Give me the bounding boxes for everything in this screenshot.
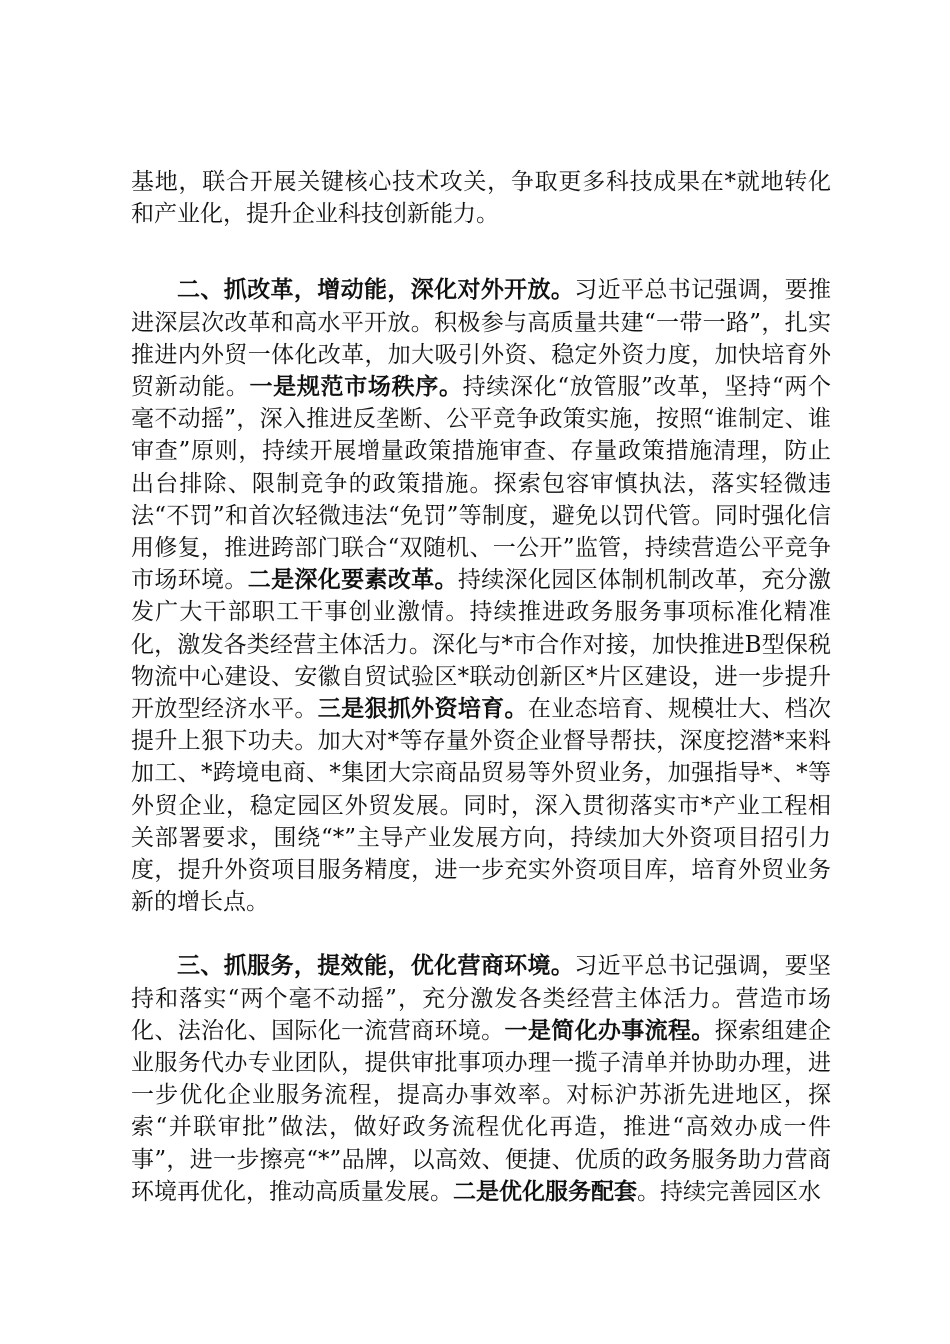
body-text: 在业态培育、规模壮大、档次提升上狠下功夫。加大对*等存量外资企业督导帮扶，深度挖潜*来料加工、*跨境电商、*集团大宗商品贸易等外贸业务，加强指导*、*等外贸企业，稳定园区外贸发展。同时，深入贯彻落实市*产业工程相关部署要求，围绕“*”主导产业发展方向，持续加大外资项目招引力度，提升外资项目服务精度，进一步充实外资项目库，培育外贸业务新的增长点。 [131,696,832,916]
paragraph-gap [131,918,831,950]
paragraph-intro [131,166,831,230]
body-text: 探索组建企业服务代办专业团队，提供审批事项办理一揽子清单并协助办理，进一步优化企业服务流程，提高办事效率。对标沪苏浙先进地区，探索“并联审批”做法，做好政务流程优化再造，推进“高效办成一件事”，进一步擦亮“*”品牌，以高效、便捷、优质的政务服务助力营商环境再优化，推动高质量发展。 [131,1017,832,1205]
paragraph-reform [131,274,831,918]
paragraph-gap [131,230,831,274]
document-page [131,166,831,1208]
subheading: 一是规范市场秩序。 [249,374,463,401]
subheading: 三是狠抓外资培育。 [317,696,528,723]
body-text: 持续深化“放管服”改革，坚持“两个毫不动摇”，深入推进反垄断、公平竞争政策实施，按照“谁制定、谁审查”原则，持续开展增量政策措施审查、存量政策措施清理，防止出台排除、限制竞争的政策措施。探索包容审慎执法，落实轻微违法“不罚”和首次轻微违法“免罚”等制度，避免以罚代管。同时强化信用修复，推进跨部门联合“双随机、一公开”监管，持续营造公平竞争市场环境。 [131,374,831,594]
subheading: 一是简化办事流程。 [504,1017,715,1044]
body-text: 基地，联合开展关键核心技术攻关，争取更多科技成果在*就地转化和产业化，提升企业科技创新能力。 [131,169,831,228]
body-text: 。持续完善园区水 [637,1178,821,1205]
subheading: 二是深化要素改革。 [247,567,458,594]
body-text: 习近平总书记强调，要坚持和落实“两个毫不动摇”，充分激发各类经营主体活力。营造市场化、法治化、国际化一流营商环境。 [131,953,832,1044]
body-text: 习近平总书记强调，要推进深层次改革和高水平开放。积极参与高质量共建“一带一路”，扎实推进内外贸一体化改革，加大吸引外资、稳定外资力度，加快培育外贸新动能。 [131,277,832,401]
subheading: 二是优化服务配套 [453,1178,637,1205]
section-heading: 二、抓改革，增动能，深化对外开放。 [177,277,575,304]
section-heading: 三、抓服务，提效能，优化营商环境。 [177,953,575,980]
body-text: 持续深化园区体制机制改革，充分激发广大干部职工干事创业激情。持续推进政务服务事项标准化精准化，激发各类经营主体活力。深化与*市合作对接，加快推进B型保税物流中心建设、安徽自贸试验区*联动创新区*片区建设，进一步提升开放型经济水平。 [131,567,832,723]
paragraph-service [131,950,831,1208]
